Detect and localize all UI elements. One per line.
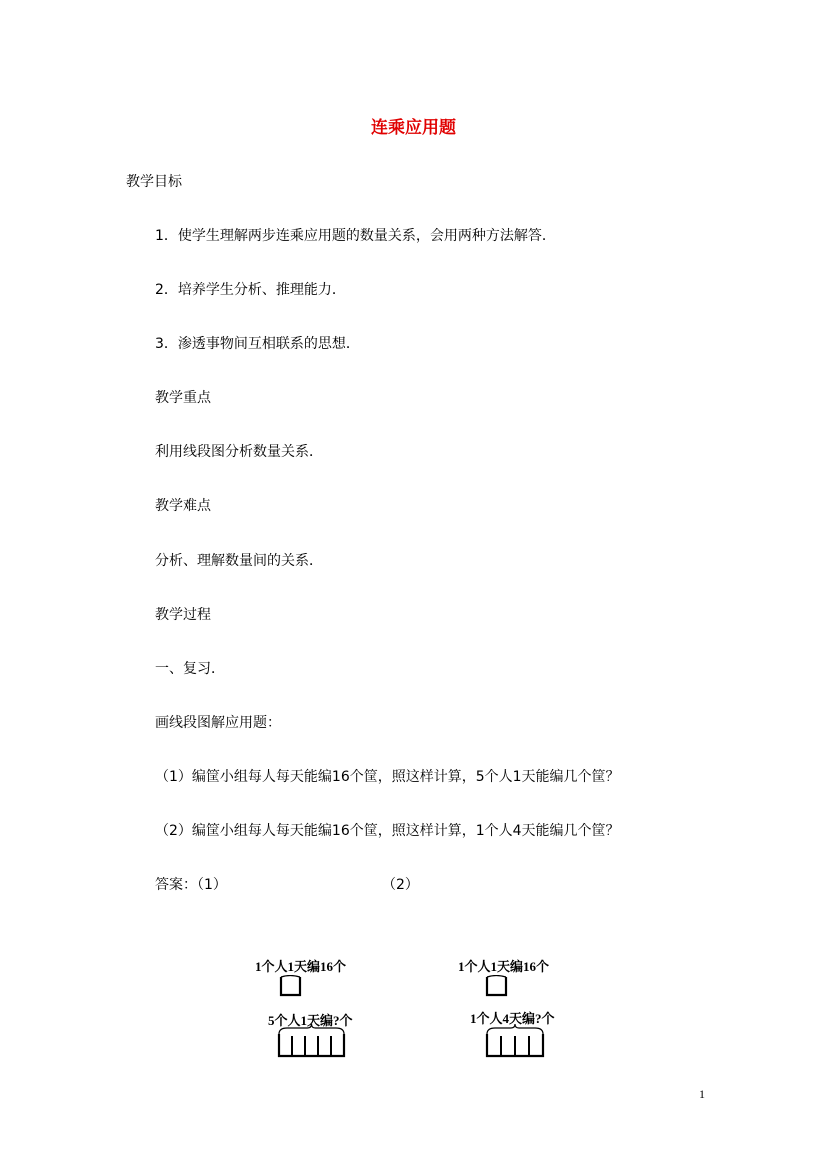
difficulty-text: 分析、理解数量间的关系． <box>155 553 323 569</box>
problem-1: （1）编筐小组每人每天能编16个筐，照这样计算，5个人1天能编几个筐？ <box>155 769 620 785</box>
key-heading: 教学重点 <box>155 390 211 406</box>
page-number: 1 <box>699 1087 705 1101</box>
diagram-1-multi-segment <box>276 1024 348 1060</box>
document-title: 连乘应用题 <box>371 118 456 138</box>
diagram-2-unit-segment <box>484 975 510 999</box>
segment-brace <box>279 1024 344 1034</box>
difficulty-heading: 教学难点 <box>155 498 211 514</box>
diagram-1-unit-segment <box>278 975 304 999</box>
diagram-2-top-label: 1个人1天编16个 <box>458 959 550 974</box>
problem-2: （2）编筐小组每人每天能编16个筐，照这样计算，1个人4天能编几个筐？ <box>155 823 620 839</box>
diagram-1-top-label: 1个人1天编16个 <box>255 959 347 974</box>
diagram-2-multi-segment <box>484 1024 550 1060</box>
process-heading: 教学过程 <box>155 607 211 623</box>
answer-2-label: （2） <box>382 877 419 893</box>
segment-outline <box>279 1034 344 1056</box>
goal-heading: 教学目标 <box>126 174 182 190</box>
review-task: 画线段图解应用题： <box>155 715 281 731</box>
goal-item-3: 3．渗透事物间互相联系的思想． <box>155 336 360 352</box>
review-heading: 一、复习． <box>155 661 225 677</box>
goal-item-2: 2．培养学生分析、推理能力． <box>155 282 346 298</box>
segment-brace <box>487 1024 543 1034</box>
diagram-1-bottom-label: 5个人1天编?个 <box>268 1013 353 1028</box>
key-text: 利用线段图分析数量关系． <box>155 444 323 460</box>
goal-item-1: 1．使学生理解两步连乘应用题的数量关系，会用两种方法解答． <box>155 228 556 244</box>
answer-label: 答案：（1） <box>155 877 227 893</box>
diagram-2-bottom-label: 1个人4天编?个 <box>470 1011 555 1026</box>
